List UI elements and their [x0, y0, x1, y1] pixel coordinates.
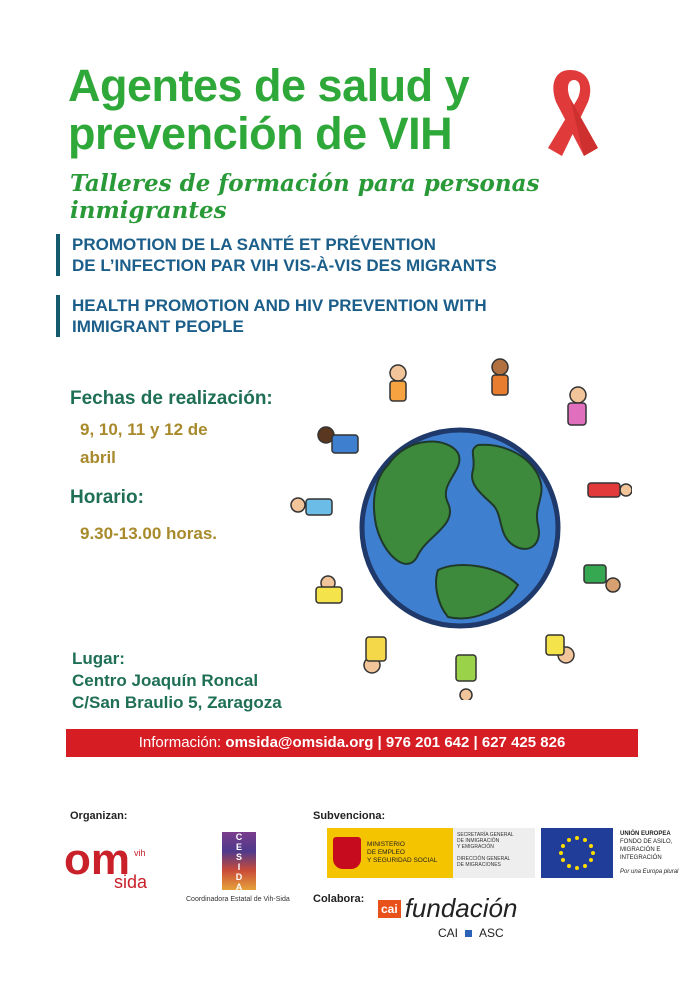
subtitle: Talleres de formación para personas inmigrantes — [70, 170, 540, 224]
cesida-letter: C — [235, 832, 243, 842]
english-line-1: HEALTH PROMOTION AND HIV PREVENTION WITH — [72, 296, 487, 315]
ministerio-logo — [327, 828, 535, 878]
ministerio-line: MINISTERIO — [367, 841, 405, 848]
info-bar — [66, 729, 638, 757]
ue-text — [620, 830, 690, 876]
info-contact[interactable]: omsida@omsida.org | 976 201 642 | 627 425 826 — [225, 734, 566, 751]
cesida-letter: E — [235, 842, 242, 852]
fechas-line-2: abril — [80, 448, 116, 467]
lugar-label: Lugar: — [72, 649, 125, 668]
coordinadora-text: Coordinadora Estatal de Vih-Sida — [186, 896, 290, 903]
lugar-block — [72, 648, 282, 714]
ministerio-line: Y SEGURIDAD SOCIAL — [367, 857, 438, 864]
cesida-logo — [222, 832, 256, 890]
title-line-1: Agentes de salud y — [68, 60, 470, 111]
fechas-value — [80, 416, 208, 472]
omsida-logo — [64, 832, 164, 892]
cesida-letter: A — [235, 882, 243, 892]
lugar-line-2: C/San Braulio 5, Zaragoza — [72, 693, 282, 712]
eu-flag-icon — [541, 828, 613, 878]
fechas-label: Fechas de realización: — [70, 388, 273, 409]
direccion-line: DE MIGRACIONES — [457, 862, 501, 868]
horario-label: Horario: — [70, 487, 144, 508]
fundacion-cai-logo — [378, 893, 517, 940]
secretaria-line: SECRETARÍA GENERAL — [457, 832, 514, 838]
french-line-2: DE L’INFECTION PAR VIH VIS-À-VIS DES MIGRANTS — [72, 256, 497, 275]
square-icon — [465, 930, 472, 937]
fundacion-text: fundación — [404, 893, 518, 923]
cesida-letter: D — [235, 872, 243, 882]
secretaria-line: Y EMIGRACIÓN — [457, 844, 494, 850]
ministerio-line: DE EMPLEO — [367, 849, 405, 856]
spain-coat-of-arms-icon — [333, 837, 361, 869]
french-line-1: PROMOTION DE LA SANTÉ ET PRÉVENTION — [72, 235, 436, 254]
colabora-label: Colabora: — [313, 893, 365, 905]
cai-text: CAI — [438, 926, 459, 940]
ue-line: INTEGRACIÓN — [620, 855, 662, 861]
omsida-vih: vih — [134, 848, 146, 858]
secretaria-line: DE INMIGRACIÓN — [457, 838, 500, 844]
ue-slogan: Por una Europa plural — [620, 869, 679, 875]
ue-line: FONDO DE ASILO, — [620, 839, 673, 845]
lugar-line-1: Centro Joaquín Roncal — [72, 671, 259, 690]
cai-badge-icon: cai — [378, 900, 401, 918]
ue-line: UNIÓN EUROPEA — [620, 831, 671, 837]
red-ribbon-icon — [540, 68, 604, 160]
subvenciona-label: Subvenciona: — [313, 810, 386, 822]
info-prefix: Información: — [138, 734, 222, 751]
title-line-2: prevención de VIH — [68, 108, 453, 159]
french-heading — [56, 234, 497, 276]
asc-text: ASC — [479, 926, 504, 940]
cesida-letter: I — [237, 862, 241, 872]
english-heading — [56, 295, 487, 337]
english-line-2: IMMIGRANT PEOPLE — [72, 317, 244, 336]
horario-value: 9.30-13.00 horas. — [80, 524, 218, 543]
omsida-sida: sida — [114, 872, 148, 892]
fechas-line-1: 9, 10, 11 y 12 de — [80, 420, 208, 439]
ue-line: MIGRACIÓN E — [620, 847, 661, 853]
globe-children-illustration — [288, 355, 632, 700]
cesida-letter: S — [235, 852, 242, 862]
organizan-label: Organizan: — [70, 810, 128, 822]
omsida-om: om — [64, 835, 130, 884]
direccion-line: DIRECCIÓN GENERAL — [457, 856, 511, 862]
poster-title — [68, 62, 538, 158]
